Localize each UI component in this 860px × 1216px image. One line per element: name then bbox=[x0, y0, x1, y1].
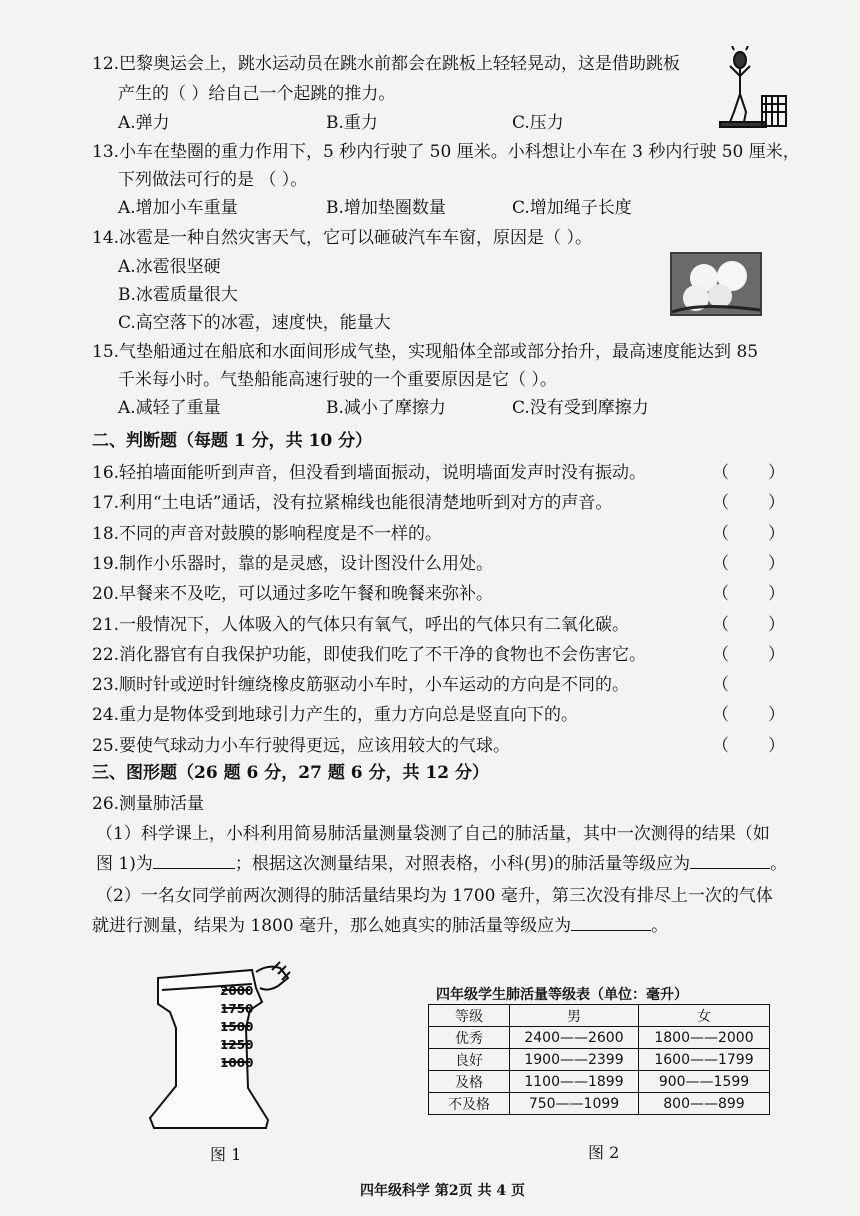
q26-part2-text-b: 。 bbox=[651, 916, 669, 936]
answer-paren-open[interactable]: （ bbox=[712, 554, 729, 574]
q15-option-b: B.减小了摩擦力 bbox=[326, 398, 446, 418]
lung-capacity-table bbox=[428, 1004, 770, 1115]
answer-paren-close: ） bbox=[768, 554, 785, 574]
judgement-item: 18.不同的声音对鼓膜的影响程度是不一样的。 bbox=[92, 524, 443, 544]
q26-part1-text-a: 图 1)为 bbox=[96, 854, 153, 874]
answer-paren-open[interactable]: （ bbox=[712, 524, 729, 544]
q26-part2-line1: （2）一名女同学前两次测得的肺活量结果均为 1700 毫升，第三次没有排尽上一次的气体 bbox=[96, 886, 773, 906]
table-row bbox=[429, 1093, 770, 1115]
q12-option-a: A.弹力 bbox=[118, 113, 170, 133]
q26-part2-text-a: 就进行测量，结果为 1800 毫升，那么她真实的肺活量等级应为 bbox=[92, 916, 572, 936]
answer-paren-open[interactable]: （ bbox=[712, 584, 729, 604]
page-footer: 四年级科学 第2页 共 4 页 bbox=[360, 1183, 525, 1199]
judgement-item: 19.制作小乐器时，靠的是灵感，设计图没什么用处。 bbox=[92, 554, 494, 574]
table-cell: 及格 bbox=[429, 1071, 510, 1093]
figure-1-caption: 图 1 bbox=[210, 1145, 242, 1164]
answer-paren-open[interactable]: （ bbox=[712, 463, 729, 483]
q13-option-c: C.增加绳子长度 bbox=[512, 198, 632, 218]
table-cell: 1100——1899 bbox=[510, 1071, 639, 1093]
table-header-row bbox=[429, 1005, 770, 1027]
q15-option-c: C.没有受到摩擦力 bbox=[512, 398, 649, 418]
q12-option-c: C.压力 bbox=[512, 113, 564, 133]
bag-scale-1000: 1000 bbox=[220, 1056, 254, 1070]
answer-paren-open[interactable]: （ bbox=[712, 615, 729, 635]
judgement-item: 25.要使气球动力小车行驶得更远，应该用较大的气球。 bbox=[92, 736, 511, 756]
table-header-female: 女 bbox=[639, 1005, 770, 1027]
answer-paren-open[interactable]: （ bbox=[712, 736, 729, 756]
question-15-line2: 千米每小时。气垫船能高速行驶的一个重要原因是它（ ）。 bbox=[118, 370, 557, 390]
q26-part1-line2 bbox=[96, 850, 787, 878]
table-cell: 800——899 bbox=[639, 1093, 770, 1115]
q12-option-b: B.重力 bbox=[326, 113, 378, 133]
table-row bbox=[429, 1071, 770, 1093]
answer-paren-close: ） bbox=[768, 705, 785, 725]
judgement-item: 16.轻拍墙面能听到声音，但没看到墙面振动，说明墙面发声时没有振动。 bbox=[92, 463, 647, 483]
answer-paren-close: ） bbox=[768, 584, 785, 604]
answer-paren-open[interactable]: （ bbox=[712, 645, 729, 665]
section-3-title: 三、图形题（26 题 6 分，27 题 6 分，共 12 分） bbox=[92, 763, 489, 783]
diver-illustration bbox=[718, 46, 790, 130]
table-cell: 1600——1799 bbox=[639, 1049, 770, 1071]
q15-option-a: A.减轻了重量 bbox=[118, 398, 221, 418]
table-cell: 900——1599 bbox=[639, 1071, 770, 1093]
table-cell: 1800——2000 bbox=[639, 1027, 770, 1049]
section-2-title: 二、判断题（每题 1 分，共 10 分） bbox=[92, 431, 373, 451]
q26-part2-line2 bbox=[92, 912, 668, 940]
lung-capacity-bag-figure bbox=[148, 958, 298, 1136]
answer-paren-close: ） bbox=[768, 645, 785, 665]
table-cell: 1900——2399 bbox=[510, 1049, 639, 1071]
bag-scale-1500: 1500 bbox=[220, 1020, 254, 1034]
table-cell: 750——1099 bbox=[510, 1093, 639, 1115]
answer-paren-open[interactable]: （ bbox=[712, 675, 729, 695]
judgement-item: 22.消化器官有自我保护功能，即使我们吃了不干净的食物也不会伤害它。 bbox=[92, 645, 647, 665]
table-cell: 不及格 bbox=[429, 1093, 510, 1115]
judgement-item: 20.早餐来不及吃，可以通过多吃午餐和晚餐来弥补。 bbox=[92, 584, 494, 604]
lung-table-title: 四年级学生肺活量等级表（单位：毫升） bbox=[436, 987, 688, 1003]
hailstone-photo bbox=[670, 252, 762, 316]
question-14-line1: 14.冰雹是一种自然灾害天气，它可以砸破汽车车窗，原因是（ ）。 bbox=[92, 228, 592, 248]
judgement-item: 17.利用“土电话”通话，没有拉紧棉线也能很清楚地听到对方的声音。 bbox=[92, 493, 613, 513]
figure-2-caption: 图 2 bbox=[588, 1143, 620, 1162]
question-12-line1: 12.巴黎奥运会上，跳水运动员在跳水前都会在跳板上轻轻晃动，这是借助跳板 bbox=[92, 54, 681, 74]
q26-blank-2[interactable] bbox=[690, 850, 770, 869]
question-26-title: 26.测量肺活量 bbox=[92, 794, 205, 814]
judgement-item: 21.一般情况下，人体吸入的气体只有氧气，呼出的气体只有二氧化碳。 bbox=[92, 615, 630, 635]
answer-paren-close: ） bbox=[768, 615, 785, 635]
answer-paren-close: ） bbox=[768, 493, 785, 513]
q14-option-a: A.冰雹很坚硬 bbox=[118, 257, 221, 277]
question-13-line2: 下列做法可行的是 （ ）。 bbox=[118, 170, 308, 190]
answer-paren-close: ） bbox=[768, 736, 785, 756]
question-13-line1: 13.小车在垫圈的重力作用下，5 秒内行驶了 50 厘米。小科想让小车在 3 秒内行驶 50 厘米， bbox=[92, 142, 800, 162]
q13-option-a: A.增加小车重量 bbox=[118, 198, 238, 218]
table-cell: 优秀 bbox=[429, 1027, 510, 1049]
answer-paren-close: ） bbox=[768, 463, 785, 483]
table-cell: 2400——2600 bbox=[510, 1027, 639, 1049]
answer-paren-open[interactable]: （ bbox=[712, 493, 729, 513]
bag-scale-1250: 1250 bbox=[220, 1038, 254, 1052]
table-header-grade: 等级 bbox=[429, 1005, 510, 1027]
q26-part1-text-c: 。 bbox=[770, 854, 788, 874]
table-row bbox=[429, 1027, 770, 1049]
judgement-item: 24.重力是物体受到地球引力产生的，重力方向总是竖直向下的。 bbox=[92, 705, 579, 725]
question-12-line2: 产生的（ ）给自己一个起跳的推力。 bbox=[118, 84, 396, 104]
table-cell: 良好 bbox=[429, 1049, 510, 1071]
question-15-line1: 15.气垫船通过在船底和水面间形成气垫，实现船体全部或部分抬升，最高速度能达到 85 bbox=[92, 342, 759, 362]
judgement-item: 23.顺时针或逆时针缠绕橡皮筋驱动小车时，小车运动的方向是不同的。 bbox=[92, 675, 630, 695]
table-header-male: 男 bbox=[510, 1005, 639, 1027]
q13-option-b: B.增加垫圈数量 bbox=[326, 198, 446, 218]
answer-paren-close: ） bbox=[768, 524, 785, 544]
bag-scale-1750: 1750 bbox=[220, 1002, 254, 1016]
q26-blank-3[interactable] bbox=[571, 912, 651, 931]
q26-part1-text-b: ；根据这次测量结果，对照表格，小科(男)的肺活量等级应为 bbox=[234, 854, 691, 874]
q14-option-c: C.高空落下的冰雹，速度快，能量大 bbox=[118, 313, 391, 333]
q14-option-b: B.冰雹质量很大 bbox=[118, 285, 238, 305]
q26-blank-1[interactable] bbox=[153, 850, 235, 869]
table-row bbox=[429, 1049, 770, 1071]
bag-scale-2000: 2000 bbox=[220, 984, 254, 998]
answer-paren-open[interactable]: （ bbox=[712, 705, 729, 725]
q26-part1-line1: （1）科学课上，小科利用简易肺活量测量袋测了自己的肺活量，其中一次测得的结果（如 bbox=[96, 824, 770, 844]
